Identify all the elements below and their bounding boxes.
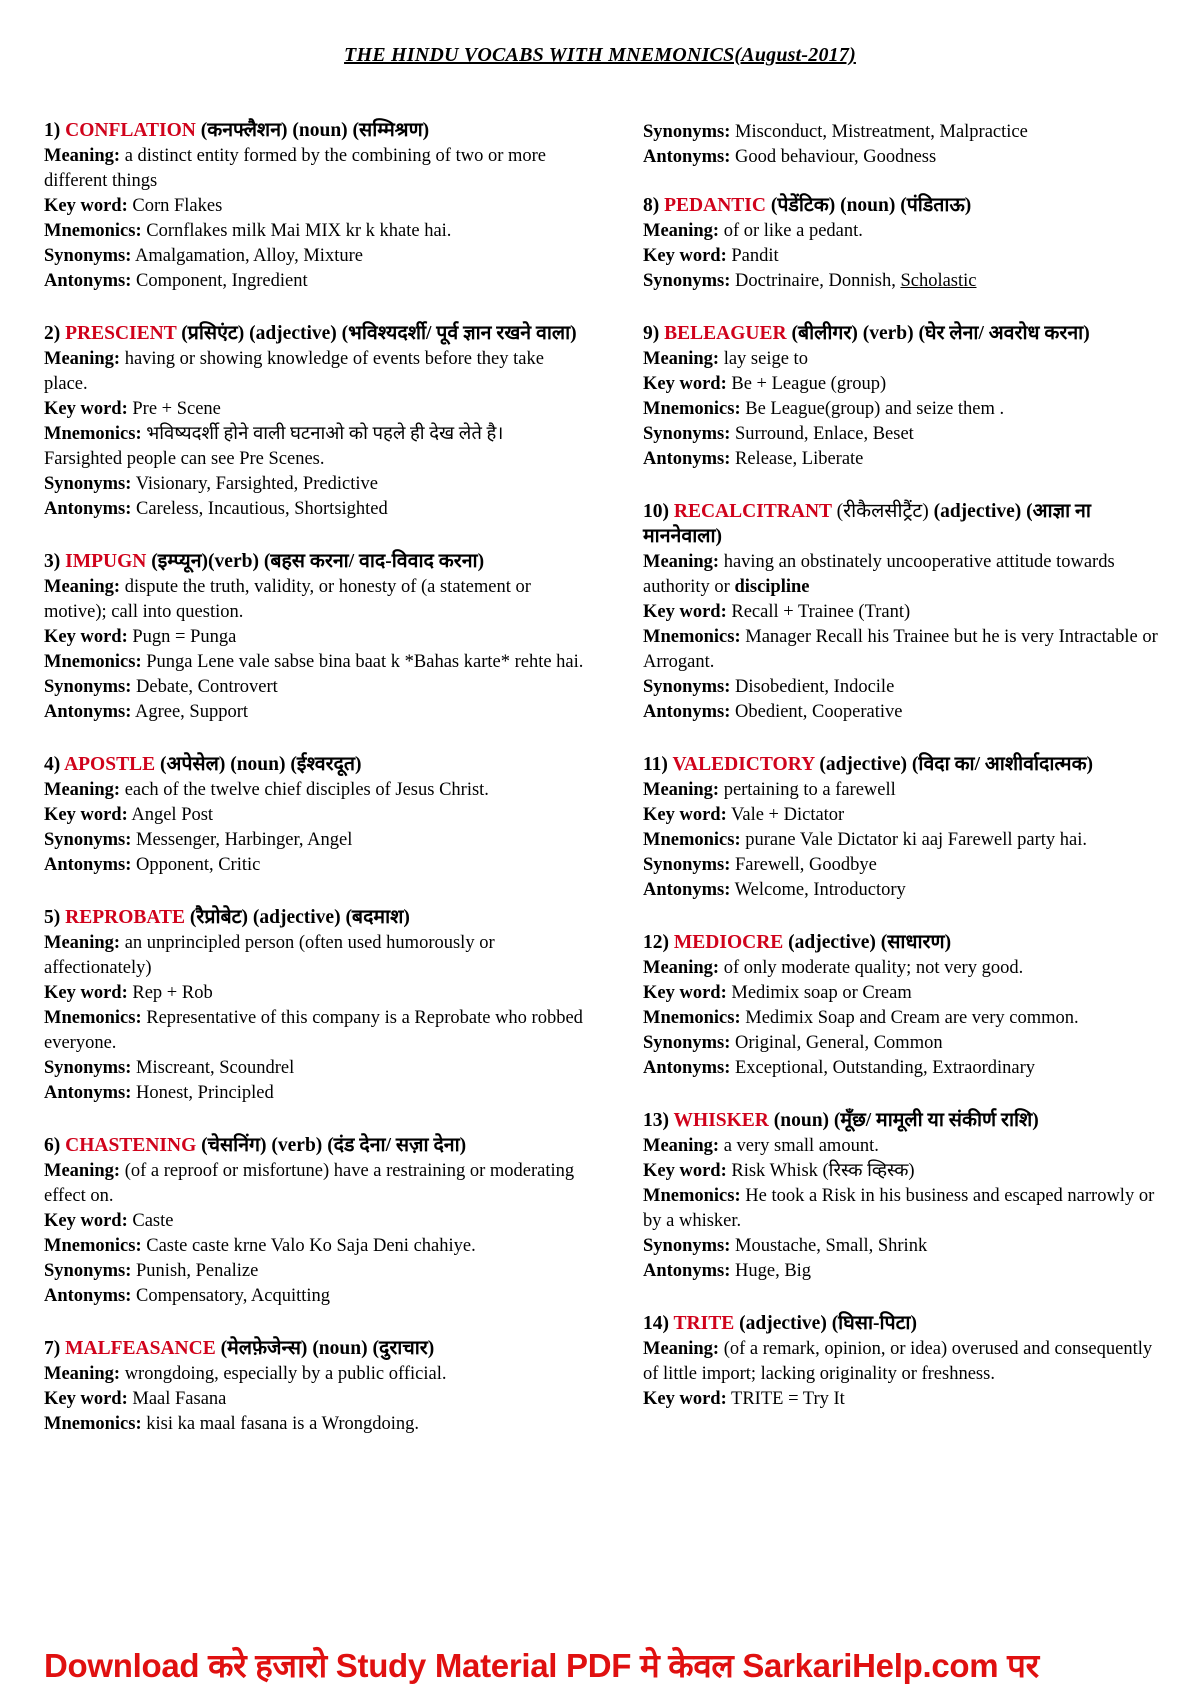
entry-meaning: Meaning: a distinct entity formed by the combining of two or more different things [44,146,546,191]
entry-synonyms: Synonyms: Messenger, Harbinger, Angel [44,830,353,850]
entry-heading: 5) REPROBATE (रैप्रोबेट) (adjective) (बदमाश) [44,907,410,928]
vocab-entry-recalcitrant [643,499,1163,725]
vocab-entry-malfeasance [44,1336,584,1437]
entry-heading: 9) BELEAGUER (बीलीगर) (verb) (घेर लेना/ अवरोध करना) [643,323,1090,344]
vocab-entry-malfeasance-continued [643,120,1163,170]
entry-word: MALFEASANCE [65,1338,216,1359]
entry-synonyms: Synonyms: Doctrinaire, Donnish, Scholastic [643,271,977,291]
entry-antonyms: Antonyms: Obedient, Cooperative [643,702,903,722]
entry-heading: 12) MEDIOCRE (adjective) (साधारण) [643,932,952,953]
entry-synonyms: Synonyms: Original, General, Common [643,1033,943,1053]
vocab-entry-valedictory [643,752,1163,903]
entry-mnemonics: Mnemonics: Medimix Soap and Cream are very common. [643,1008,1079,1028]
entry-mnemonics: Mnemonics: Cornflakes milk Mai MIX kr k khate hai. [44,221,452,241]
entry-synonyms: Synonyms: Amalgamation, Alloy, Mixture [44,246,363,266]
entry-keyword: Key word: TRITE = Try It [643,1389,845,1409]
entry-meaning: Meaning: of only moderate quality; not very good. [643,958,1024,978]
entry-meaning: Meaning: (of a reproof or misfortune) have a restraining or moderating effect on. [44,1161,575,1206]
entry-synonyms: Synonyms: Surround, Enlace, Beset [643,424,914,444]
entry-keyword: Key word: Pre + Scene [44,399,221,419]
entry-antonyms: Antonyms: Careless, Incautious, Shortsighted [44,499,388,519]
left-column [44,118,584,1464]
entry-meaning: Meaning: of or like a pedant. [643,221,863,241]
entry-mnemonics: Mnemonics: भविष्यदर्शी होने वाली घटनाओ को पहले ही देख लेते है। Farsighted people can see Pre Scenes. [44,424,504,469]
entry-keyword: Key word: Pugn = Punga [44,627,237,647]
entry-heading: 14) TRITE (adjective) (घिसा-पिटा) [643,1313,917,1334]
entry-meaning: Meaning: wrongdoing, especially by a public official. [44,1364,447,1384]
entry-meaning: Meaning: a very small amount. [643,1136,879,1156]
vocab-entry-conflation [44,118,584,294]
entry-meaning: Meaning: dispute the truth, validity, or honesty of (a statement or motive); call into question. [44,577,531,622]
entry-mnemonics: Mnemonics: Representative of this company is a Reprobate who robbed everyone. [44,1008,583,1053]
right-column [643,120,1163,1439]
entry-synonyms: Synonyms: Miscreant, Scoundrel [44,1058,295,1078]
entry-synonyms: Synonyms: Debate, Controvert [44,677,278,697]
entry-antonyms: Antonyms: Exceptional, Outstanding, Extraordinary [643,1058,1036,1078]
entry-synonyms: Synonyms: Disobedient, Indocile [643,677,895,697]
vocab-entry-reprobate [44,905,584,1106]
entry-heading: 8) PEDANTIC (पेडेंटिक) (noun) (पंडिताऊ) [643,195,972,216]
entry-word: APOSTLE [64,754,156,775]
entry-keyword: Key word: Rep + Rob [44,983,213,1003]
entry-heading: 6) CHASTENING (चेसनिंग) (verb) (दंड देना/ सज़ा देना) [44,1135,467,1156]
entry-keyword: Key word: Recall + Trainee (Trant) [643,602,911,622]
vocab-entry-pedantic [643,193,1163,294]
entry-synonyms: Synonyms: Moustache, Small, Shrink [643,1236,928,1256]
entry-antonyms: Antonyms: Huge, Big [643,1261,812,1281]
vocab-entry-whisker [643,1108,1163,1284]
entry-mnemonics: Mnemonics: Punga Lene vale sabse bina baat k *Bahas karte* rehte hai. [44,652,584,672]
entry-heading: 4) APOSTLE (अपेसेल) (noun) (ईश्वरदूत) [44,754,362,775]
entry-heading: 3) IMPUGN (इम्प्यून)(verb) (बहस करना/ वाद-विवाद करना) [44,551,485,572]
entry-keyword: Key word: Angel Post [44,805,214,825]
entry-word: VALEDICTORY [672,754,815,775]
entry-synonyms: Synonyms: Misconduct, Mistreatment, Malpractice [643,122,1028,142]
entry-antonyms: Antonyms: Compensatory, Acquitting [44,1286,331,1306]
entry-heading: 10) RECALCITRANT (रीकैलसीट्रैंट) (adjective) (आज्ञा ना माननेवाला) [643,501,1091,547]
entry-meaning: Meaning: an unprincipled person (often used humorously or affectionately) [44,933,495,978]
entry-word: BELEAGUER [664,323,787,344]
entry-keyword: Key word: Risk Whisk (रिस्क व्हिस्क) [643,1161,915,1181]
entry-word: REPROBATE [65,907,186,928]
entry-word: RECALCITRANT [673,501,832,522]
entry-synonyms: Synonyms: Visionary, Farsighted, Predictive [44,474,378,494]
vocab-entry-chastening [44,1133,584,1309]
entry-mnemonics: Mnemonics: Be League(group) and seize them . [643,399,1005,419]
entry-antonyms: Antonyms: Opponent, Critic [44,855,261,875]
entry-meaning: Meaning: pertaining to a farewell [643,780,896,800]
entry-heading: 2) PRESCIENT (प्रसिएंट) (adjective) (भविश्यदर्शी/ पूर्व ज्ञान रखने वाला) [44,323,577,344]
entry-word: PEDANTIC [664,195,766,216]
entry-keyword: Key word: Medimix soap or Cream [643,983,912,1003]
vocab-entry-mediocre [643,930,1163,1081]
entry-word: MEDIOCRE [673,932,784,953]
entry-keyword: Key word: Vale + Dictator [643,805,845,825]
entry-antonyms: Antonyms: Release, Liberate [643,449,864,469]
entry-mnemonics: Mnemonics: purane Vale Dictator ki aaj Farewell party hai. [643,830,1088,850]
entry-word: PRESCIENT [65,323,177,344]
vocab-entry-impugn [44,549,584,725]
page-title: THE HINDU VOCABS WITH MNEMONICS(August-2017) [344,44,856,66]
entry-heading: 13) WHISKER (noun) (मूँछ/ मामूली या संकीर्ण राशि) [643,1110,1039,1131]
entry-meaning: Meaning: having an obstinately uncooperative attitude towards authority or discipline [643,552,1115,597]
entry-meaning: Meaning: (of a remark, opinion, or idea) overused and consequently of little import; lacking originality or freshness. [643,1339,1153,1384]
entry-heading: 11) VALEDICTORY (adjective) (विदा का/ आशीर्वादात्मक) [643,754,1094,775]
entry-mnemonics: Mnemonics: kisi ka maal fasana is a Wrongdoing. [44,1414,419,1434]
entry-word: WHISKER [673,1110,769,1131]
entry-word: TRITE [673,1313,735,1334]
entry-antonyms: Antonyms: Honest, Principled [44,1083,274,1103]
vocab-entry-beleaguer [643,321,1163,472]
entry-antonyms: Antonyms: Welcome, Introductory [643,880,906,900]
entry-keyword: Key word: Be + League (group) [643,374,887,394]
entry-keyword: Key word: Corn Flakes [44,196,223,216]
entry-heading: 1) CONFLATION (कनफ्लैशन) (noun) (सम्मिश्रण) [44,120,430,141]
entry-word: IMPUGN [65,551,147,572]
entry-antonyms: Antonyms: Component, Ingredient [44,271,308,291]
vocab-entry-trite [643,1311,1163,1412]
entry-keyword: Key word: Maal Fasana [44,1389,227,1409]
entry-meaning: Meaning: each of the twelve chief disciples of Jesus Christ. [44,780,489,800]
entry-mnemonics: Mnemonics: Manager Recall his Trainee but he is very Intractable or Arrogant. [643,627,1158,672]
entry-antonyms: Antonyms: Agree, Support [44,702,249,722]
entry-word: CONFLATION [65,120,196,141]
entry-mnemonics: Mnemonics: He took a Risk in his business and escaped narrowly or by a whisker. [643,1186,1155,1231]
entry-synonyms: Synonyms: Farewell, Goodbye [643,855,877,875]
download-banner[interactable]: Download करे हजारो Study Material PDF मे केवल SarkariHelp.com पर [44,1647,1039,1684]
vocab-entry-prescient [44,321,584,522]
entry-keyword: Key word: Pandit [643,246,779,266]
entry-antonyms: Antonyms: Good behaviour, Goodness [643,147,937,167]
entry-meaning: Meaning: lay seige to [643,349,808,369]
entry-keyword: Key word: Caste [44,1211,174,1231]
entry-word: CHASTENING [65,1135,197,1156]
entry-heading: 7) MALFEASANCE (मेलफ़ेजेन्स) (noun) (दुराचार) [44,1338,435,1359]
entry-synonyms: Synonyms: Punish, Penalize [44,1261,259,1281]
entry-meaning: Meaning: having or showing knowledge of events before they take place. [44,349,544,394]
entry-mnemonics: Mnemonics: Caste caste krne Valo Ko Saja Deni chahiye. [44,1236,476,1256]
vocab-entry-apostle [44,752,584,878]
